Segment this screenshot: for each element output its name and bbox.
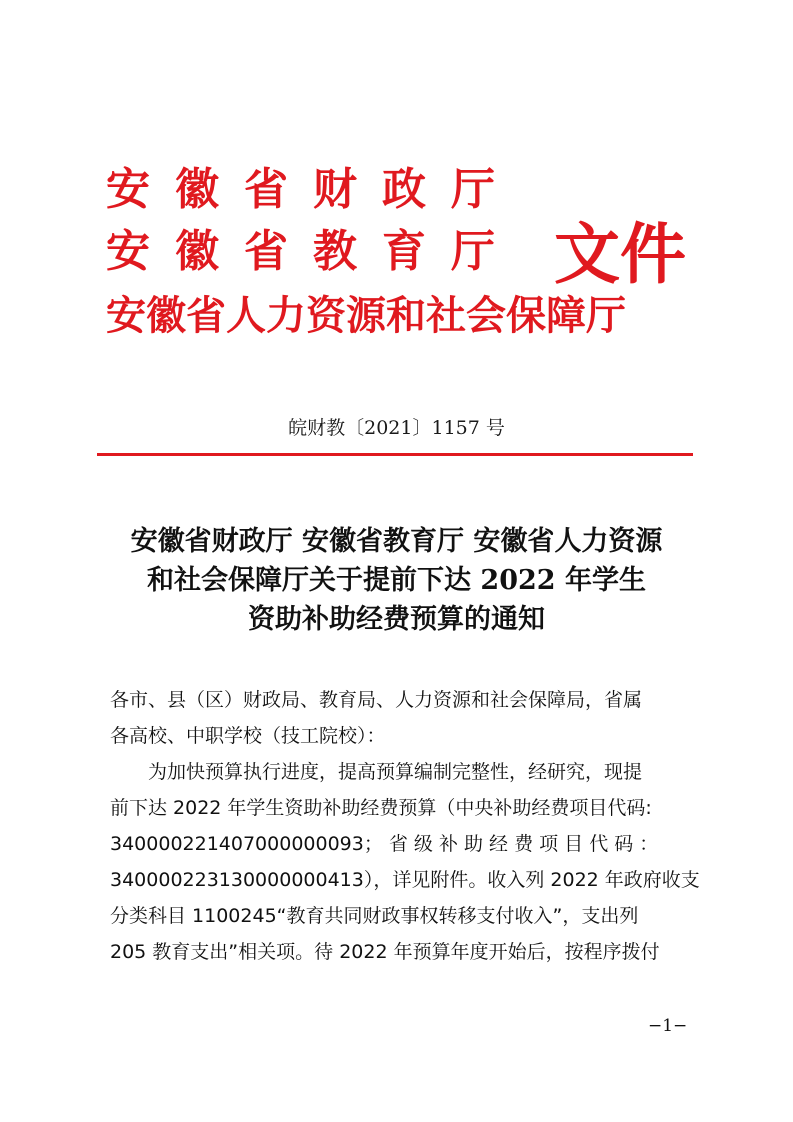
- title-line: 和社会保障厅关于提前下达 2022 年学生: [147, 565, 646, 596]
- document-number: 皖财教〔2021〕1157 号: [288, 417, 505, 439]
- body-line: 340000223130000000413），详见附件。收入列 2022 年政府收支: [110, 869, 700, 891]
- document-body: [110, 682, 700, 970]
- document-type-label: 文件: [554, 215, 686, 293]
- title-line: 安徽省财政厅 安徽省教育厅 安徽省人力资源: [130, 526, 663, 557]
- body-line-salutation: 各高校、中职学校（技工院校）：: [110, 725, 386, 747]
- page-number: −1−: [648, 1016, 688, 1036]
- body-line: 340000221407000000093； 省 级 补 助 经 费 项 目 代 码 ：: [110, 833, 659, 855]
- issuer-finance-department: 安徽省财政厅: [106, 164, 520, 215]
- body-line: 前下达 2022 年学生资助补助经费预算（中央补助经费项目代码:: [110, 797, 652, 819]
- body-line: 分类科目 1100245“教育共同财政事权转移支付收入”，支出列: [110, 905, 639, 927]
- body-line-salutation: 各市、县（区）财政局、教育局、人力资源和社会保障局，省属: [110, 689, 643, 711]
- issuer-hrss-department: 安徽省人力资源和社会保障厅: [106, 292, 626, 339]
- title-line: 资助补助经费预算的通知: [248, 604, 545, 635]
- body-line: 为加快预算执行进度，提高预算编制完整性，经研究，现提: [148, 761, 643, 783]
- issuer-education-department: 安徽省教育厅: [106, 226, 520, 277]
- document-header: [106, 160, 706, 360]
- body-line: 205 教育支出”相关项。待 2022 年预算年度开始后，按程序拨付: [110, 941, 660, 963]
- red-divider-line: [97, 453, 693, 456]
- document-title: [80, 522, 713, 639]
